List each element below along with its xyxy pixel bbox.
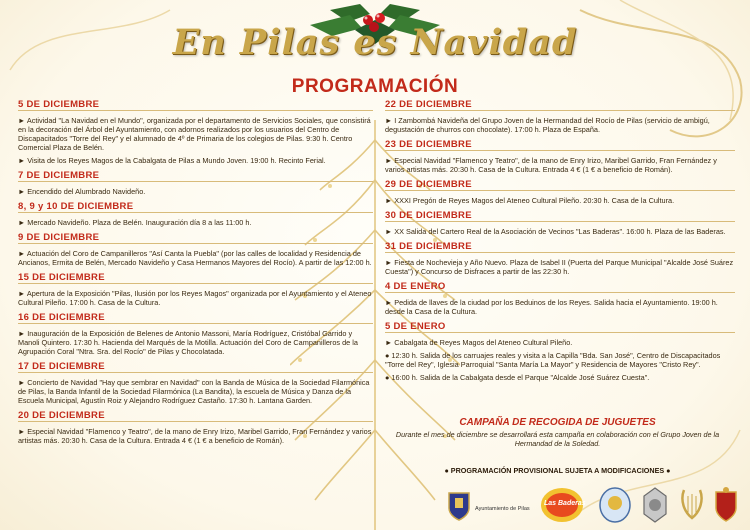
las-baderas-label: Las Baderas bbox=[544, 500, 586, 507]
campaign-text: Durante el mes de diciembre se desarrollará esta campaña en colaboración con el Grupo Joven de la Hermandad de la Soledad. bbox=[395, 430, 720, 448]
date-heading: 9 DE DICIEMBRE bbox=[18, 233, 373, 244]
date-heading: 17 DE DICIEMBRE bbox=[18, 362, 373, 373]
date-heading: 22 DE DICIEMBRE bbox=[385, 100, 735, 111]
event-description: ► Actuación del Coro de Campanilleros "Así Canta la Puebla" (por las calles de localidad y Residencia de Ancianos, Ermita de Belén, Mercado Navideño y Casa Hermanos Mayores del Rocío). A partir de las 12:00 h. bbox=[18, 249, 372, 267]
schedule-day bbox=[18, 171, 373, 196]
left-schedule-column bbox=[18, 100, 373, 451]
schedule-day bbox=[18, 100, 373, 165]
event-description: ► Fiesta de Nochevieja y Año Nuevo. Plaza de Isabel II (Puerta del Parque Municipal "Alcalde José Suárez Cuesta") y Concurso de Disfraces a partir de las 22:30 h. bbox=[385, 258, 734, 276]
event-description: ► Concierto de Navidad "Hay que sembrar en Navidad" con la Banda de Música de la Sociedad Filarmónica de Pilas, la Banda Infantil de la Sociedad Filarmónica (La Bandita), la escuela de Música y Danza de la Escuela Municipal, Agustín Roiz y Alejandro Rodríguez Castaño. 17:30 h. Lantana Garden. bbox=[18, 378, 370, 405]
programme-subtitle: PROGRAMACIÓN bbox=[291, 76, 459, 97]
event-description: ► Encendido del Alumbrado Navideño. bbox=[18, 187, 146, 196]
schedule-day bbox=[18, 233, 373, 267]
lyre-emblem-icon bbox=[678, 486, 706, 524]
event-description: ► I Zambombá Navideña del Grupo Joven de la Hermandad del Rocío de Pilas (servicio de ambigú, degustación de churros con chocolate). 17:00 h. Plaza de España. bbox=[385, 116, 710, 134]
event-description: ● 16:00 h. Salida de la Cabalgata desde el Parque "Alcalde José Suárez Cuesta". bbox=[385, 373, 650, 382]
event-description: ► Especial Navidad "Flamenco y Teatro", de la mano de Enry Irizo, Maribel Garrido, Fran Fernández y varios artistas más. 20:30 h. Casa de la Cultura. Entrada 4 € (1 € a beneficio de Román). bbox=[385, 156, 717, 174]
schedule-day bbox=[18, 273, 373, 307]
schedule-day bbox=[385, 211, 735, 236]
event-description: ► Mercado Navideño. Plaza de Belén. Inauguración día 8 a las 11:00 h. bbox=[18, 218, 252, 227]
schedule-day bbox=[18, 202, 373, 227]
date-heading: 5 DE DICIEMBRE bbox=[18, 100, 373, 111]
schedule-day bbox=[18, 313, 373, 356]
right-schedule-column bbox=[385, 100, 735, 388]
date-heading: 23 DE DICIEMBRE bbox=[385, 140, 735, 151]
sponsor-logos bbox=[440, 484, 740, 526]
date-heading: 4 DE ENERO bbox=[385, 282, 735, 293]
schedule-day bbox=[385, 322, 735, 382]
event-description: ► Actividad "La Navidad en el Mundo", organizada por el departamento de Servicios Sociales, que consistirá en la decoración del Árbol del Ayuntamiento, con adornos realizados por los usuarios del Centro de Discapacitados "Torre del Rey" y el alumnado de 4º de Primaria de los colegios de Pilas. 9:30 h. Centro Comercial Plaza de Belén. bbox=[18, 116, 371, 152]
schedule-day bbox=[385, 242, 735, 276]
date-heading: 5 DE ENERO bbox=[385, 322, 735, 333]
date-heading: 30 DE DICIEMBRE bbox=[385, 211, 735, 222]
schedule-day bbox=[385, 100, 735, 134]
schedule-day bbox=[385, 180, 735, 205]
event-description: ► XX Salida del Cartero Real de la Asociación de Vecinos "Las Baderas". 16:00 h. Plaza de las Baderas. bbox=[385, 227, 726, 236]
hermandad-emblem-icon bbox=[640, 486, 670, 524]
date-heading: 8, 9 y 10 DE DICIEMBRE bbox=[18, 202, 373, 213]
campaign-title: CAMPAÑA DE RECOGIDA DE JUGUETES bbox=[459, 417, 656, 428]
schedule-day bbox=[385, 140, 735, 174]
date-heading: 31 DE DICIEMBRE bbox=[385, 242, 735, 253]
event-description: ► Apertura de la Exposición "Pilas, Ilusión por los Reyes Magos" organizada por el Ayuntamiento y el Ateneo Cultural Pileño. 17:00 h. Casa de la Cultura. bbox=[18, 289, 372, 307]
toy-campaign-block bbox=[385, 417, 730, 448]
ateneo-crest-icon bbox=[598, 486, 632, 524]
event-description: ► XXXI Pregón de Reyes Magos del Ateneo Cultural Pileño. 20:30 h. Casa de la Cultura. bbox=[385, 196, 675, 205]
poster-title: En Pilas es Navidad bbox=[172, 22, 578, 63]
provisional-notice: ● PROGRAMACIÓN PROVISIONAL SUJETA A MODIFICACIONES ● bbox=[444, 466, 671, 475]
schedule-day bbox=[18, 411, 373, 445]
date-heading: 16 DE DICIEMBRE bbox=[18, 313, 373, 324]
date-heading: 29 DE DICIEMBRE bbox=[385, 180, 735, 191]
event-description: ► Especial Navidad "Flamenco y Teatro", de la mano de Enry Irizo, Maribel Garrido, Fran Fernández y varios artistas más. 20:30 h. Casa de la Cultura. Entrada 4 € (1 € a beneficio de Román). bbox=[18, 427, 372, 445]
date-heading: 15 DE DICIEMBRE bbox=[18, 273, 373, 284]
filarmonica-crest-icon bbox=[712, 486, 740, 524]
event-description: ● 12:30 h. Salida de los carruajes reales y visita a la Capilla "Bda. San José", Centro de Discapacitados "Torre del Rey", Iglesia Parroquial "Santa María La Mayor" y Residencia de Mayores "Cristo Rey". bbox=[385, 351, 721, 369]
event-description: ► Cabalgata de Reyes Magos del Ateneo Cultural Pileño. bbox=[385, 338, 573, 347]
event-description: ► Pedida de llaves de la ciudad por los Beduinos de los Reyes. Salida hacia el Ayuntamiento. 19:00 h. desde la Casa de la Cultura. bbox=[385, 298, 718, 316]
date-heading: 7 DE DICIEMBRE bbox=[18, 171, 373, 182]
date-heading: 20 DE DICIEMBRE bbox=[18, 411, 373, 422]
ayuntamiento-crest-icon bbox=[446, 490, 472, 522]
event-description: ► Visita de los Reyes Magos de la Cabalgata de Pilas a Mundo Joven. 19:00 h. Recinto Ferial. bbox=[18, 156, 326, 165]
schedule-day bbox=[385, 282, 735, 316]
event-description: ► Inauguración de la Exposición de Belenes de Antonio Massoni, María Rodríguez, Cristóbal Garrido y Manoli Quintero. 17:30 h. Hacienda del Marqués de la Motilla. Actuación del Coro de Campanilleros de la Agrupación Coral "Ntra. Sra. del Rocío" de Pilas y Chocolatada. bbox=[18, 329, 358, 356]
ayuntamiento-label: Ayuntamiento de Pilas bbox=[475, 506, 530, 512]
schedule-day bbox=[18, 362, 373, 405]
